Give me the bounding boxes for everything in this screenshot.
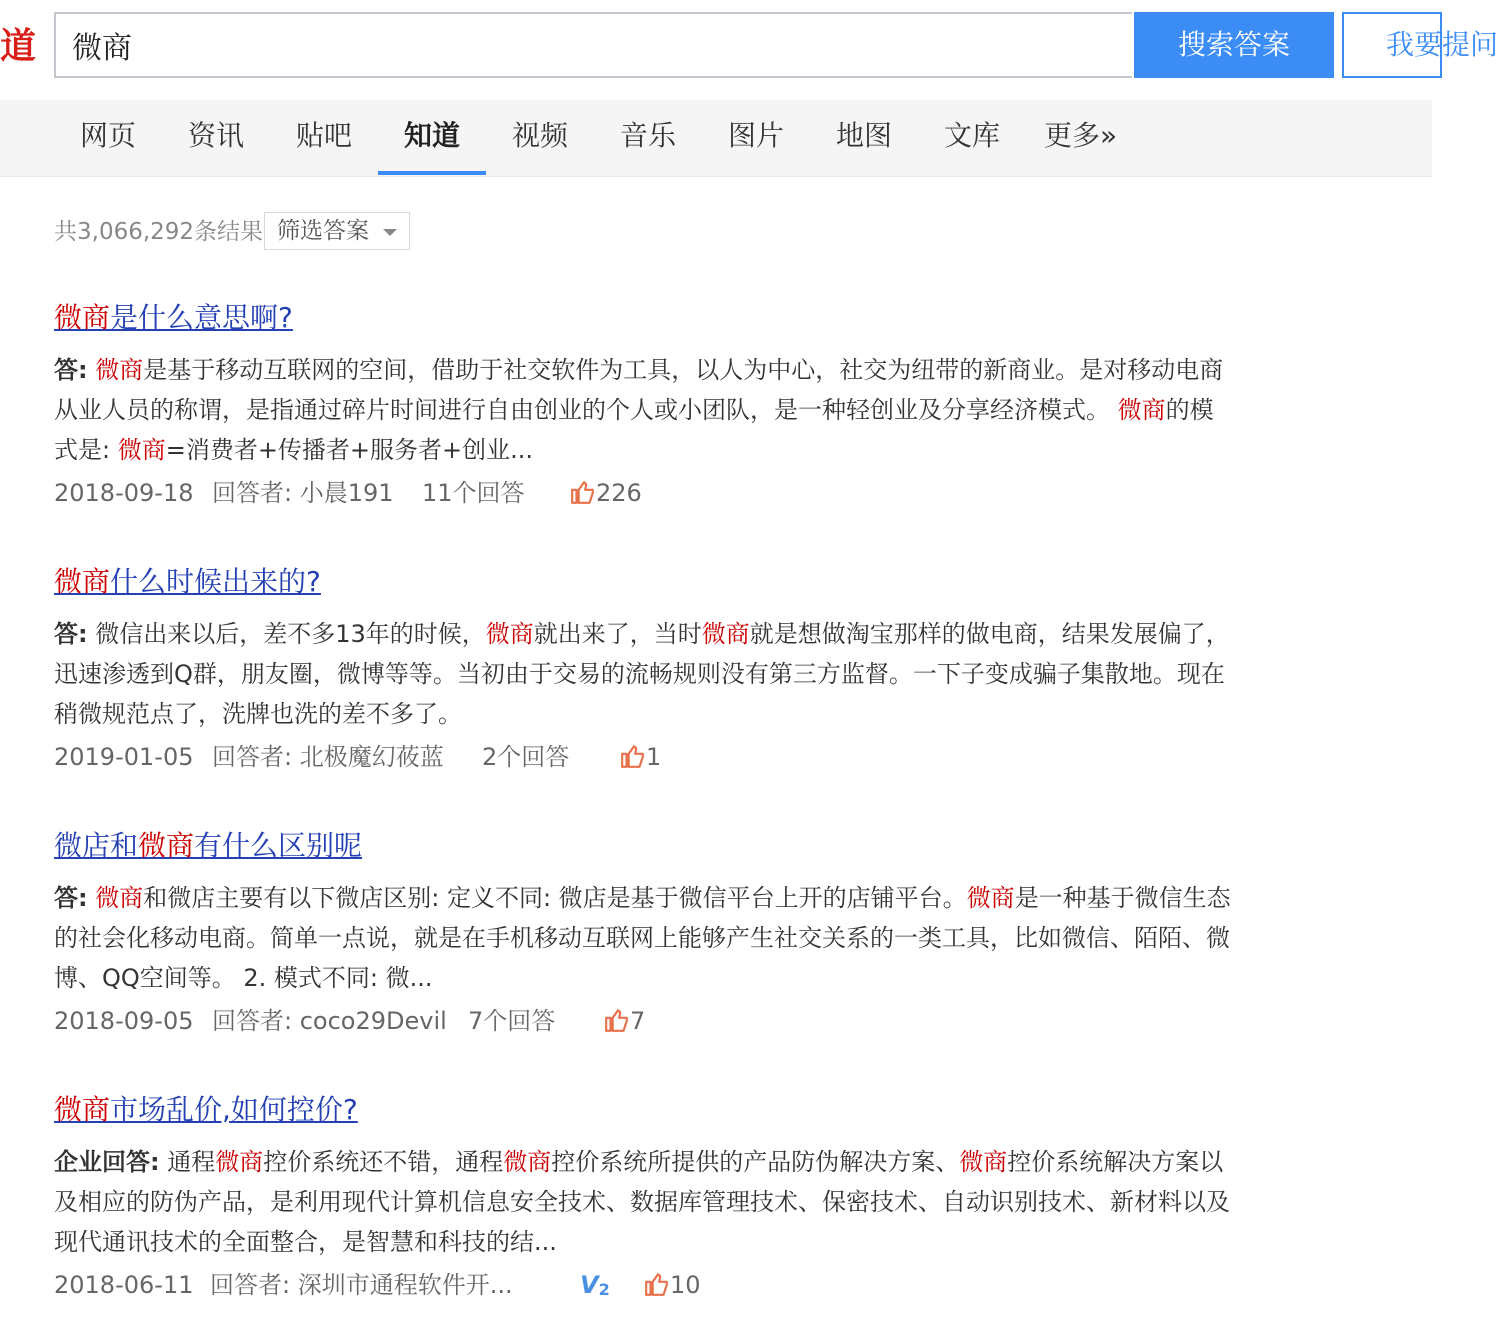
result-item xyxy=(54,826,1234,1042)
like-count[interactable]: 7 xyxy=(604,1000,645,1042)
result-abstract: 答: 微信出来以后，差不多13年的时候，微商就出来了，当时微商就是想做淘宝那样的做电商，结果发展偏了，迅速渗透到Q群，朋友圈，微博等等。当初由于交易的流畅规则没有第三方监督。一下子变成骗子集散地。现在稍微规范点了，洗牌也洗的差不多了。 xyxy=(54,620,1230,728)
result-count: 共3,066,292条结果 xyxy=(54,219,264,245)
search-button[interactable]: 搜索答案 xyxy=(1134,12,1334,78)
result-title[interactable]: 微商什么时候出来的? xyxy=(54,565,321,598)
like-count[interactable]: 10 xyxy=(644,1264,701,1306)
result-meta xyxy=(54,1000,1234,1042)
answer-count[interactable]: 11个回答 xyxy=(422,479,525,507)
result-title[interactable]: 微店和微商有什么区别呢 xyxy=(54,829,363,862)
like-count[interactable]: 226 xyxy=(570,472,642,514)
result-item xyxy=(54,1090,1234,1306)
like-icon xyxy=(570,479,596,505)
filter-answers-dropdown[interactable] xyxy=(264,212,410,250)
tab-wenku[interactable]: 文库 xyxy=(944,119,1001,152)
result-date: 2018-06-11 xyxy=(54,1271,194,1299)
tab-video[interactable]: 视频 xyxy=(512,119,569,152)
search-input[interactable] xyxy=(72,14,1112,76)
result-meta xyxy=(54,736,1234,778)
like-count[interactable]: 1 xyxy=(620,736,661,778)
like-icon xyxy=(644,1271,670,1297)
result-abstract: 答: 微商和微店主要有以下微店区别: 定义不同: 微店是基于微信平台上开的店铺平台。微商是一种基于微信生态的社会化移动电商。简单一点说，就是在手机移动互联网上能够产生社交关系的一类工具，比如微信、陌陌、微博、QQ空间等。 2. 模式不同: 微... xyxy=(54,884,1231,992)
ask-question-button[interactable]: 我要提问 xyxy=(1342,12,1442,78)
answerer[interactable]: 回答者: 小晨191 xyxy=(212,479,394,507)
answer-count[interactable]: 7个回答 xyxy=(468,1007,556,1035)
logo[interactable]: 道 xyxy=(0,26,37,67)
like-icon xyxy=(604,1007,630,1033)
tab-zhidao[interactable]: 知道 xyxy=(404,119,461,152)
result-item xyxy=(54,562,1234,778)
tab-images[interactable]: 图片 xyxy=(728,119,785,152)
verified-badge-icon: $V_2$ xyxy=(580,1271,610,1299)
result-meta xyxy=(54,472,1234,514)
active-tab-indicator xyxy=(378,171,486,175)
result-title[interactable]: 微商是什么意思啊? xyxy=(54,301,293,334)
tab-music[interactable]: 音乐 xyxy=(620,119,677,152)
answerer[interactable]: 回答者: 北极魔幻莜蓝 xyxy=(212,743,444,771)
filter-label: 筛选答案 xyxy=(277,218,369,244)
tab-map[interactable]: 地图 xyxy=(836,119,893,152)
answerer[interactable]: 回答者: 深圳市通程软件开... xyxy=(210,1271,513,1299)
result-abstract: 答: 微商是基于移动互联网的空间，借助于社交软件为工具，以人为中心，社交为纽带的新商业。是对移动电商从业人员的称谓，是指通过碎片时间进行自由创业的个人或小团队，是一种轻创业及分享经济模式。 微商的模式是: 微商=消费者+传播者+服务者+创业... xyxy=(54,356,1224,464)
tab-news[interactable]: 资讯 xyxy=(188,119,245,152)
result-date: 2019-01-05 xyxy=(54,743,194,771)
result-item xyxy=(54,298,1234,514)
answerer[interactable]: 回答者: coco29Devil xyxy=(212,1007,447,1035)
result-abstract: 企业回答: 通程微商控价系统还不错，通程微商控价系统所提供的产品防伪解决方案、微商控价系统解决方案以及相应的防伪产品，是利用现代计算机信息安全技术、数据库管理技术、保密技术、自动识别技术、新材料以及现代通讯技术的全面整合，是智慧和科技的结... xyxy=(54,1148,1230,1256)
chevron-down-icon xyxy=(383,229,397,236)
like-icon xyxy=(620,743,646,769)
result-title[interactable]: 微商市场乱价,如何控价? xyxy=(54,1093,358,1126)
header xyxy=(0,0,1498,100)
result-date: 2018-09-18 xyxy=(54,479,194,507)
nav-tabs xyxy=(0,100,1432,177)
result-meta xyxy=(54,1264,1234,1306)
tab-more[interactable]: 更多» xyxy=(1044,119,1118,152)
tab-tieba[interactable]: 贴吧 xyxy=(296,119,353,152)
tab-webpage[interactable]: 网页 xyxy=(80,119,137,152)
result-date: 2018-09-05 xyxy=(54,1007,194,1035)
answer-count[interactable]: 2个回答 xyxy=(482,743,570,771)
search-box[interactable] xyxy=(54,12,1132,78)
